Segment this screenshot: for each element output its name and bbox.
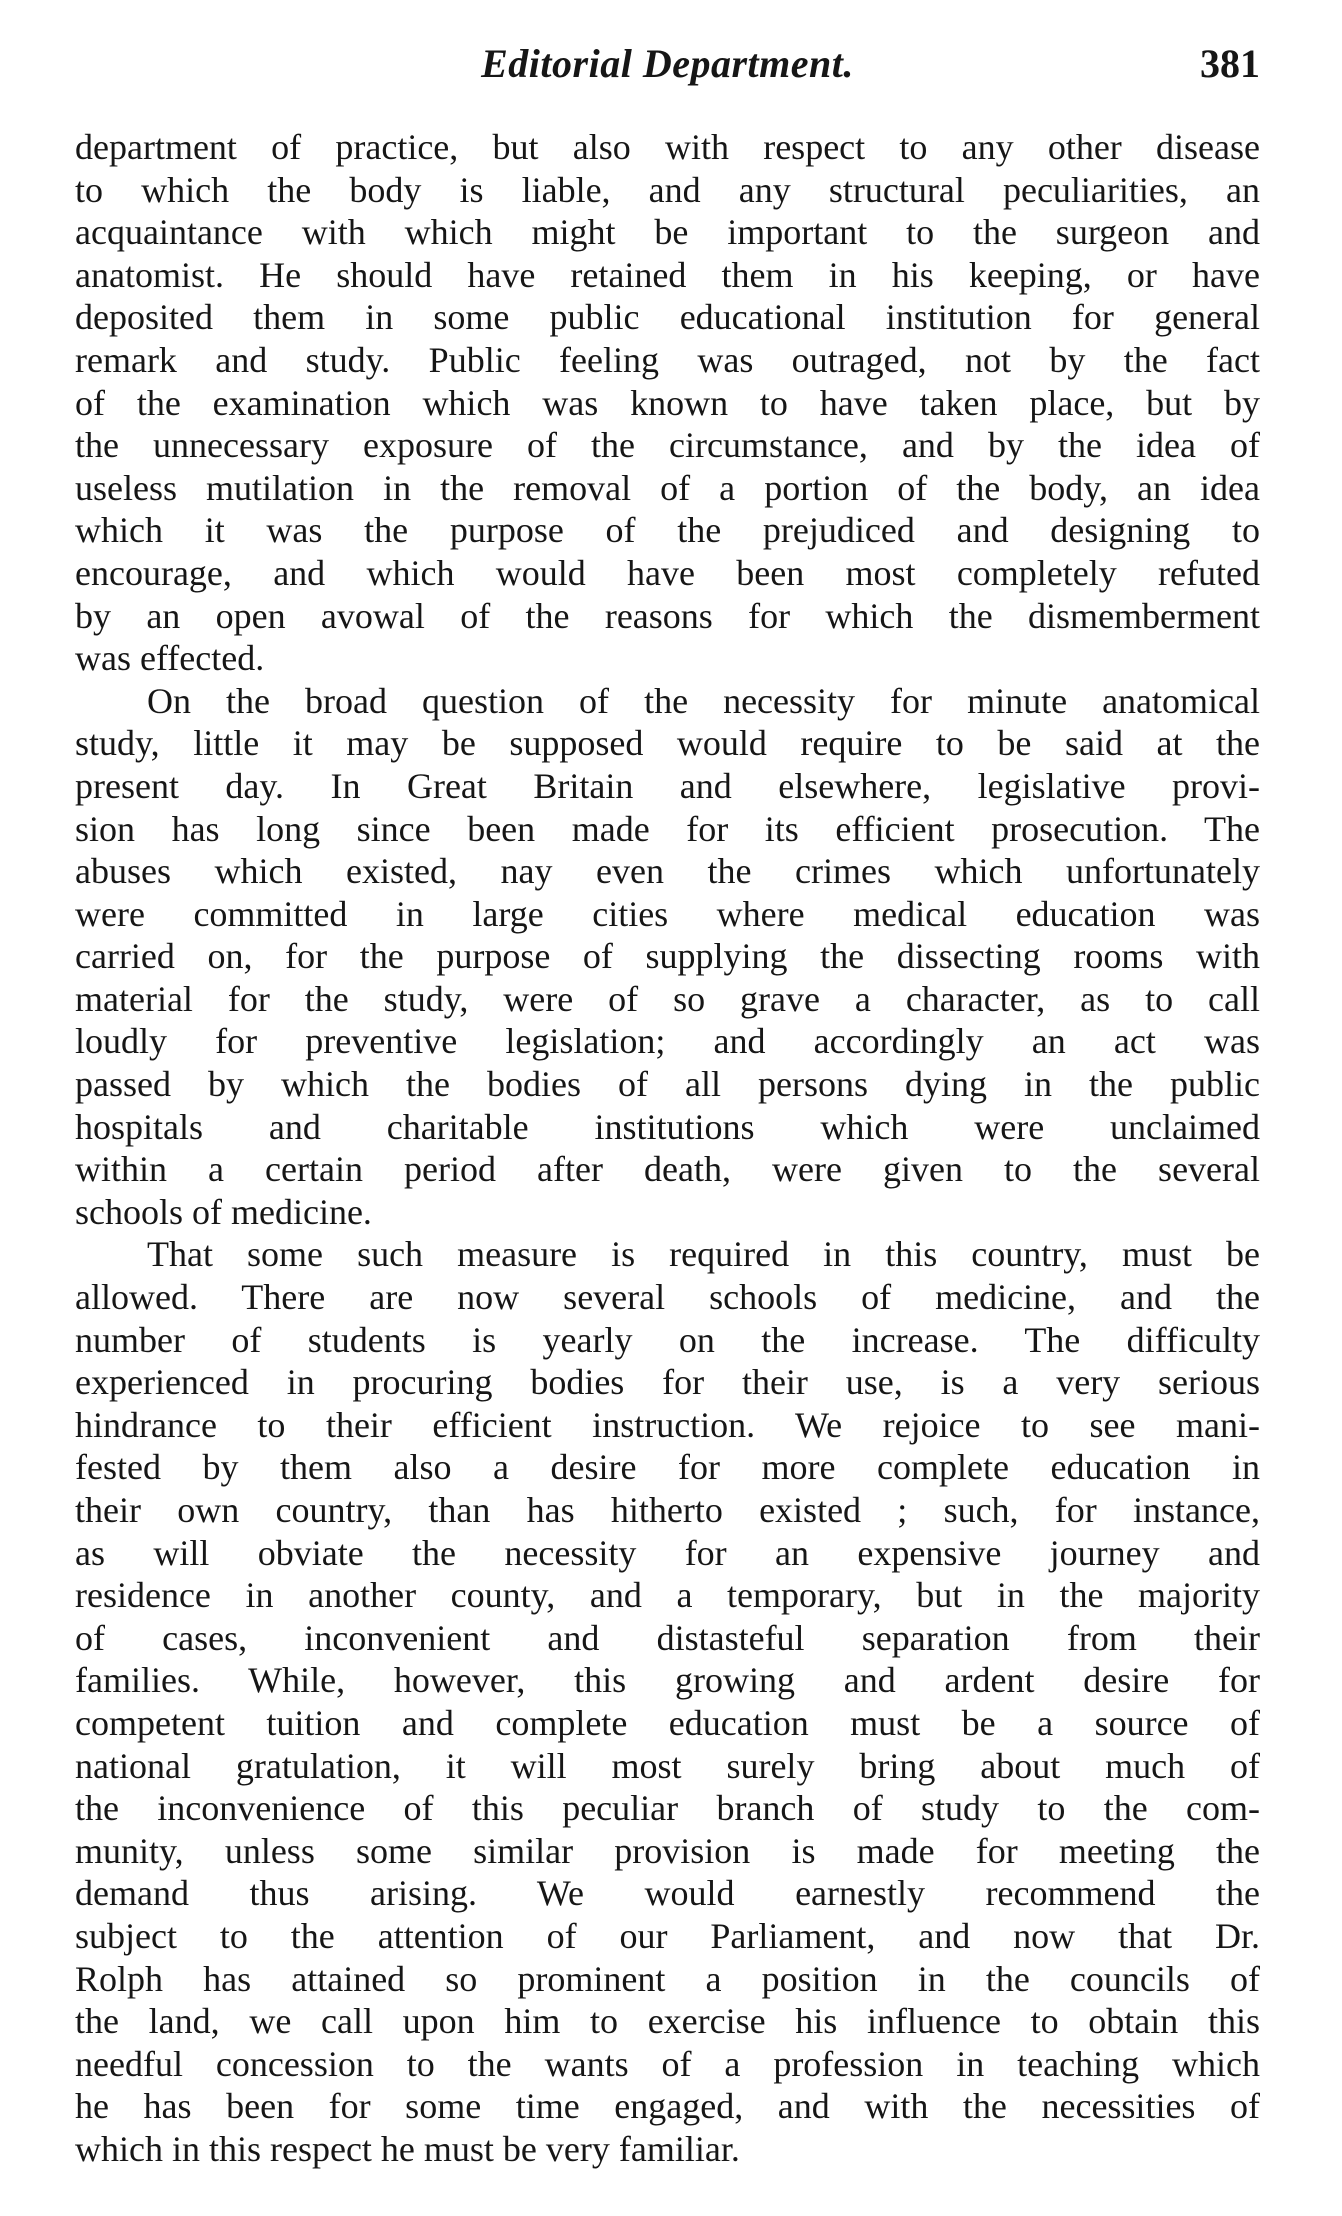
text-line: within a certain period after death, were given to the several bbox=[75, 1149, 1260, 1190]
text-line: he has been for some time engaged, and with the necessities of bbox=[75, 2086, 1260, 2127]
text-line: present day. In Great Britain and elsewhere, legislative provi- bbox=[75, 765, 1260, 806]
text-line: as will obviate the necessity for an expensive journey and bbox=[75, 1532, 1260, 1573]
running-title: Editorial Department. bbox=[481, 41, 854, 86]
text-line: demand thus arising. We would earnestly recommend the bbox=[75, 1873, 1260, 1914]
text-line: competent tuition and complete education must be a source of bbox=[75, 1702, 1260, 1743]
text-line: to which the body is liable, and any structural peculiarities, an bbox=[75, 169, 1260, 210]
text-line: material for the study, were of so grave a character, as to call bbox=[75, 978, 1260, 1019]
text-line: families. While, however, this growing and ardent desire for bbox=[75, 1660, 1260, 1701]
text-line: experienced in procuring bodies for their use, is a very serious bbox=[75, 1362, 1260, 1403]
text-line: of cases, inconvenient and distasteful separation from their bbox=[75, 1617, 1260, 1658]
text-line: allowed. There are now several schools of medicine, and the bbox=[75, 1277, 1260, 1318]
text-line: residence in another county, and a temporary, but in the majority bbox=[75, 1575, 1260, 1616]
text-line: anatomist. He should have retained them in his keeping, or have bbox=[75, 254, 1260, 295]
text-line: hindrance to their efficient instruction. We rejoice to see mani- bbox=[75, 1404, 1260, 1445]
text-line: abuses which existed, nay even the crimes which unfortunately bbox=[75, 851, 1260, 892]
page-number: 381 bbox=[1200, 41, 1260, 86]
text-line: encourage, and which would have been most completely refuted bbox=[75, 552, 1260, 593]
text-line: hospitals and charitable institutions which were unclaimed bbox=[75, 1106, 1260, 1147]
text-line: loudly for preventive legislation; and accordingly an act was bbox=[75, 1021, 1260, 1062]
text-line: department of practice, but also with respect to any other disease bbox=[75, 127, 1260, 167]
paragraph-first-line: On the broad question of the necessity for minute anatomical bbox=[147, 680, 1260, 721]
text-line: which it was the purpose of the prejudiced and designing to bbox=[75, 510, 1260, 551]
text-line: were committed in large cities where medical education was bbox=[75, 893, 1260, 934]
text-line: which in this respect he must be very familiar. bbox=[75, 2128, 740, 2169]
text-line: fested by them also a desire for more complete education in bbox=[75, 1447, 1260, 1488]
text-line: national gratulation, it will most surely bring about much of bbox=[75, 1745, 1260, 1786]
text-line: passed by which the bodies of all persons dying in the public bbox=[75, 1064, 1260, 1105]
text-line: needful concession to the wants of a profession in teaching which bbox=[75, 2043, 1260, 2084]
text-line: subject to the attention of our Parliament, and now that Dr. bbox=[75, 1915, 1260, 1956]
text-line: study, little it may be supposed would require to be said at the bbox=[75, 723, 1260, 764]
running-head bbox=[75, 40, 1260, 100]
text-line: carried on, for the purpose of supplying the dissecting rooms with bbox=[75, 936, 1260, 977]
text-line: the unnecessary exposure of the circumstance, and by the idea of bbox=[75, 425, 1260, 466]
text-line: remark and study. Public feeling was outraged, not by the fact bbox=[75, 339, 1260, 380]
text-line: sion has long since been made for its efficient prosecution. The bbox=[75, 808, 1260, 849]
paragraph-first-line: That some such measure is required in this country, must be bbox=[147, 1234, 1260, 1275]
text-line: Rolph has attained so prominent a position in the councils of bbox=[75, 1958, 1260, 1999]
text-line: schools of medicine. bbox=[75, 1191, 372, 1232]
text-line: the inconvenience of this peculiar branch of study to the com- bbox=[75, 1788, 1260, 1829]
text-line: deposited them in some public educational institution for general bbox=[75, 297, 1260, 338]
body-text bbox=[75, 126, 1260, 2171]
text-line: their own country, than has hitherto existed ; such, for instance, bbox=[75, 1490, 1260, 1530]
text-line: acquaintance with which might be important to the surgeon and bbox=[75, 212, 1260, 253]
text-line: number of students is yearly on the increase. The difficulty bbox=[75, 1319, 1260, 1360]
text-line: by an open avowal of the reasons for which the dismemberment bbox=[75, 595, 1260, 636]
text-line: the land, we call upon him to exercise his influence to obtain this bbox=[75, 2001, 1260, 2042]
text-line: of the examination which was known to have taken place, but by bbox=[75, 382, 1260, 423]
text-line: useless mutilation in the removal of a portion of the body, an idea bbox=[75, 467, 1260, 508]
text-line: was effected. bbox=[75, 638, 265, 679]
text-line: munity, unless some similar provision is made for meeting the bbox=[75, 1830, 1260, 1871]
